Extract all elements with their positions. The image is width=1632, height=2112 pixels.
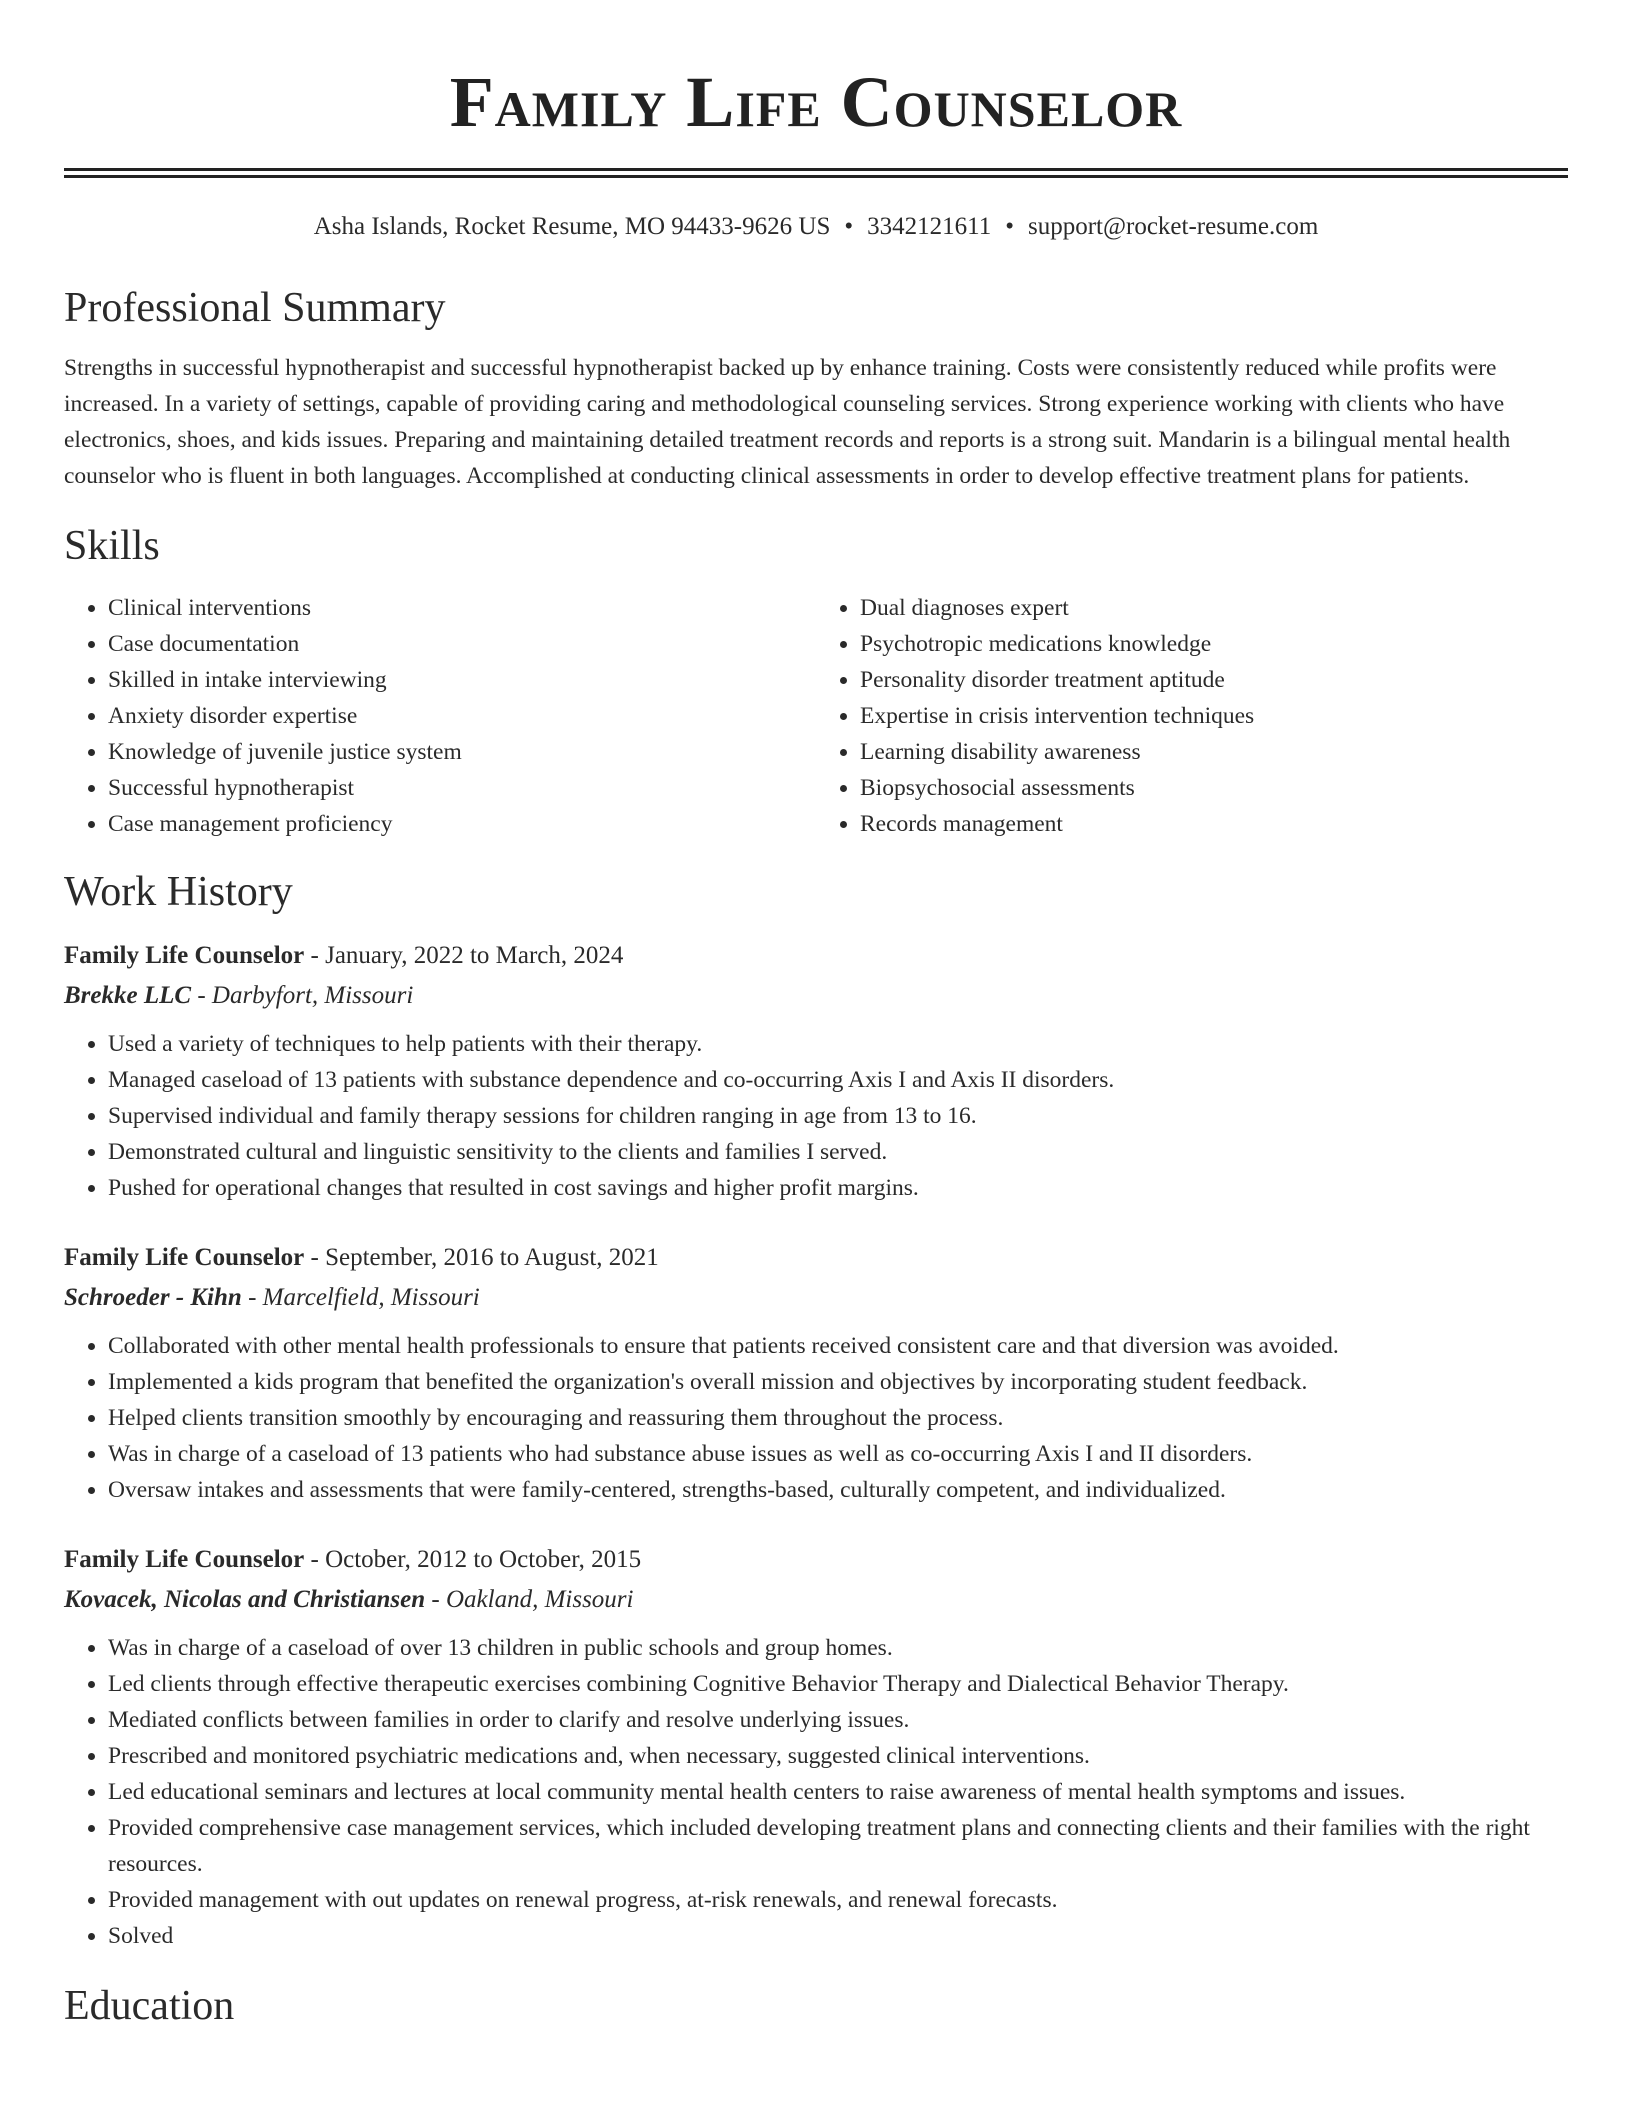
- work-history-heading: Work History: [64, 869, 293, 915]
- job-bullet: • Collaborated with other mental health professionals to ensure that patients received consistent care and that diversion was avoided.: [108, 1328, 1568, 1364]
- job-bullet: • Implemented a kids program that benefited the organization's overall mission and objectives by incorporating student feedback.: [108, 1364, 1568, 1400]
- job-location: - Oakland, Missouri: [425, 1586, 634, 1613]
- job-bullets: [64, 1630, 1568, 1954]
- skill-item: • Records management: [860, 806, 1568, 842]
- contact-line: [64, 212, 1568, 242]
- job-employer: [64, 1584, 1568, 1616]
- job-bullet: • Led educational seminars and lectures at local community mental health centers to raise awareness of mental health symptoms and issues.: [108, 1774, 1568, 1810]
- header-double-rule: [64, 168, 1568, 178]
- job-header: [64, 1242, 1568, 1274]
- job-dates: - September, 2016 to August, 2021: [304, 1244, 659, 1271]
- job-entry: [64, 1242, 1568, 1508]
- job-bullets: [64, 1026, 1568, 1206]
- job-bullet: • Provided management with out updates on renewal progress, at-risk renewals, and renewal forecasts.: [108, 1882, 1568, 1918]
- job-bullet: • Helped clients transition smoothly by encouraging and reassuring them throughout the process.: [108, 1400, 1568, 1436]
- job-bullet: • Mediated conflicts between families in order to clarify and resolve underlying issues.: [108, 1702, 1568, 1738]
- job-employer: [64, 1282, 1568, 1314]
- job-role: Family Life Counselor: [64, 942, 305, 969]
- skills-heading: Skills: [64, 523, 160, 569]
- job-bullet: • Prescribed and monitored psychiatric medications and, when necessary, suggested clinical interventions.: [108, 1738, 1568, 1774]
- skills-columns: [64, 590, 1568, 842]
- job-company: Brekke LLC: [64, 982, 192, 1009]
- job-role: Family Life Counselor: [64, 1546, 305, 1573]
- job-bullet: • Demonstrated cultural and linguistic sensitivity to the clients and families I served.: [108, 1134, 1568, 1170]
- job-bullet: • Oversaw intakes and assessments that were family-centered, strengths-based, culturally competent, and individualized.: [108, 1472, 1568, 1508]
- job-header: [64, 940, 1568, 972]
- job-role: Family Life Counselor: [64, 1244, 305, 1271]
- skills-list-left: [64, 590, 816, 842]
- skill-item: • Psychotropic medications knowledge: [860, 626, 1568, 662]
- skills-list-right: [816, 590, 1568, 842]
- job-company: Kovacek, Nicolas and Christiansen: [64, 1586, 426, 1613]
- skill-item: • Successful hypnotherapist: [108, 770, 816, 806]
- summary-text: Strengths in successful hypnotherapist and successful hypnotherapist backed up by enhance training. Costs were consistently reduced while profits were increased. In a variety of settings, capable of providing caring and methodological counseling services. Strong experience working with clients who have electronics, shoes, and kids issues. Preparing and maintaining detailed treatment records and reports is a strong suit. Mandarin is a bilingual mental health counselor who is fluent in both languages. Accomplished at conducting clinical assessments in order to develop effective treatment plans for patients.: [64, 355, 1511, 489]
- skill-item: • Knowledge of juvenile justice system: [108, 734, 816, 770]
- skill-item: • Personality disorder treatment aptitude: [860, 662, 1568, 698]
- contact-email: support@rocket-resume.com: [1027, 213, 1319, 240]
- skill-item: • Case management proficiency: [108, 806, 816, 842]
- job-bullet: • Led clients through effective therapeutic exercises combining Cognitive Behavior Therapy and Dialectical Behavior Therapy.: [108, 1666, 1568, 1702]
- contact-separator: •: [1005, 213, 1014, 240]
- summary-heading: Professional Summary: [64, 285, 446, 331]
- job-bullet: • Pushed for operational changes that resulted in cost savings and higher profit margins.: [108, 1170, 1568, 1206]
- contact-address: Asha Islands, Rocket Resume, MO 94433-9626 US: [313, 213, 831, 240]
- job-dates: - January, 2022 to March, 2024: [304, 942, 624, 969]
- job-dates: - October, 2012 to October, 2015: [304, 1546, 642, 1573]
- job-company: Schroeder - Kihn: [64, 1284, 242, 1311]
- skill-item: • Learning disability awareness: [860, 734, 1568, 770]
- contact-separator: •: [844, 213, 854, 240]
- candidate-name: Family Life Counselor: [449, 62, 1183, 142]
- skill-item: • Biopsychosocial assessments: [860, 770, 1568, 806]
- skill-item: • Dual diagnoses expert: [860, 590, 1568, 626]
- education-heading: Education: [64, 1983, 235, 2029]
- job-bullet: • Managed caseload of 13 patients with substance dependence and co-occurring Axis I and Axis II disorders.: [108, 1062, 1568, 1098]
- job-entry: [64, 1544, 1568, 1954]
- skill-item: • Clinical interventions: [108, 590, 816, 626]
- skill-item: • Case documentation: [108, 626, 816, 662]
- skill-item: • Skilled in intake interviewing: [108, 662, 816, 698]
- skill-item: • Anxiety disorder expertise: [108, 698, 816, 734]
- job-bullet: • Was in charge of a caseload of 13 patients who had substance abuse issues as well as co-occurring Axis I and II disorders.: [108, 1436, 1568, 1472]
- job-entry: [64, 940, 1568, 1206]
- job-bullet: • Supervised individual and family therapy sessions for children ranging in age from 13 to 16.: [108, 1098, 1568, 1134]
- job-bullet: • Provided comprehensive case management services, which included developing treatment plans and connecting clients and their families with the right resources.: [108, 1810, 1568, 1882]
- contact-phone: 3342121611: [867, 213, 992, 240]
- job-location: - Marcelfield, Missouri: [241, 1284, 480, 1311]
- job-bullet: • Used a variety of techniques to help patients with their therapy.: [108, 1026, 1568, 1062]
- job-header: [64, 1544, 1568, 1576]
- job-employer: [64, 980, 1568, 1012]
- job-bullet: • Solved: [108, 1918, 1568, 1954]
- skill-item: • Expertise in crisis intervention techniques: [860, 698, 1568, 734]
- job-bullets: [64, 1328, 1568, 1508]
- job-location: - Darbyfort, Missouri: [191, 982, 414, 1009]
- job-bullet: • Was in charge of a caseload of over 13 children in public schools and group homes.: [108, 1630, 1568, 1666]
